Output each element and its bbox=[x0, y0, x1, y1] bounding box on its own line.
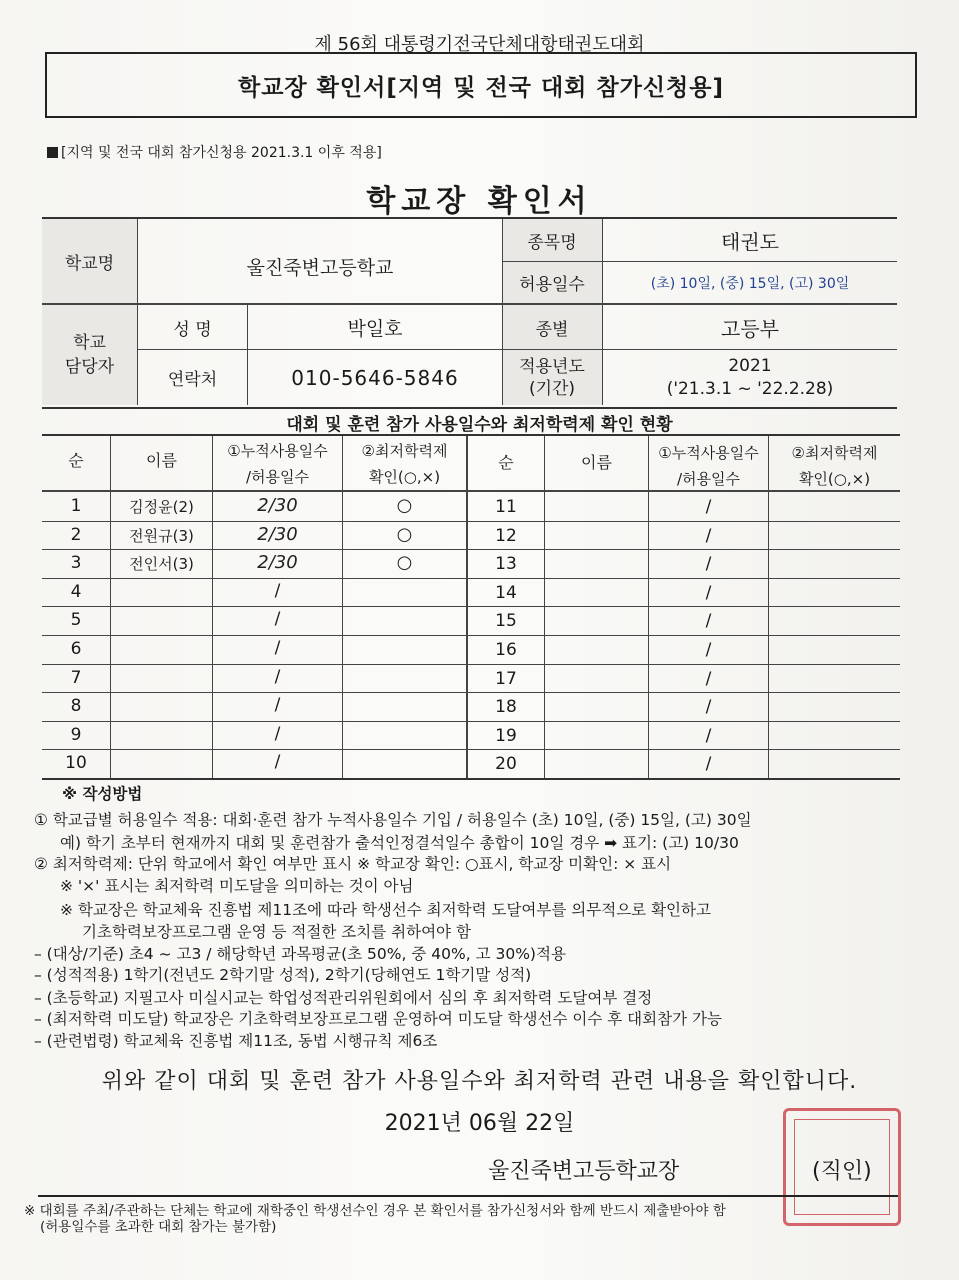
method-line: ※ '×' 표시는 최저학력 미도달을 의미하는 것이 아님 bbox=[60, 877, 414, 895]
row-divider bbox=[468, 578, 900, 579]
row-number: 9 bbox=[70, 724, 82, 745]
row-divider bbox=[468, 549, 900, 550]
method-line: ① 학교급별 허용일수 적용: 대회·훈련 참가 누적사용일수 기입 / 허용일수 (초) 10일, (중) 15일, (고) 30일 bbox=[34, 811, 752, 829]
row-number: 8 bbox=[70, 696, 82, 717]
used-days: 2/30 bbox=[257, 523, 298, 545]
row-number: 13 bbox=[495, 554, 517, 575]
header-name: 이름 bbox=[146, 451, 177, 470]
row-number: 11 bbox=[495, 497, 517, 517]
used-days: / bbox=[274, 752, 281, 773]
row-divider bbox=[42, 578, 466, 579]
competition-title: 제 56회 대통령기전국단체대항태권도대회 bbox=[314, 34, 645, 55]
academic-check: ○ bbox=[396, 552, 413, 574]
event-value: 태권도 bbox=[721, 229, 779, 254]
row-number: 1 bbox=[70, 496, 82, 516]
used-days: 2/30 bbox=[257, 495, 298, 516]
contact-label: 연락처 bbox=[167, 370, 218, 390]
row-number: 18 bbox=[495, 697, 517, 718]
row-number: 15 bbox=[495, 611, 517, 632]
header-academic-right: ②최저학력제 확인(○,×) bbox=[791, 444, 878, 488]
student-name: 전인서(3) bbox=[129, 555, 194, 574]
footer-note: ※ 대회를 주최/주관하는 단체는 학교에 재학중인 학생선수인 경우 본 확인서를 참가신청서와 함께 반드시 제출받아야 함 bbox=[24, 1203, 726, 1219]
apply-note bbox=[47, 142, 382, 162]
academic-check: ○ bbox=[396, 495, 413, 516]
event-label: 종목명 bbox=[527, 232, 577, 253]
used-days: / bbox=[705, 554, 712, 575]
header-days: ①누적사용일수 /허용일수 bbox=[227, 442, 328, 486]
roster-table bbox=[42, 434, 900, 780]
used-days: / bbox=[705, 611, 712, 632]
row-number: 19 bbox=[495, 725, 517, 746]
method-line: 기초학력보장프로그램 운영 등 적절한 조치를 취하여야 함 bbox=[82, 923, 471, 941]
principal-name: 울진죽변고등학교장 bbox=[488, 1159, 680, 1184]
allowed-days-label: 허용일수 bbox=[519, 275, 585, 295]
row-divider bbox=[42, 521, 466, 522]
row-number: 17 bbox=[495, 668, 517, 689]
row-number: 10 bbox=[65, 753, 87, 774]
division-label: 종별 bbox=[535, 319, 569, 340]
used-days: / bbox=[705, 725, 712, 746]
row-number: 5 bbox=[70, 610, 82, 631]
used-days: / bbox=[705, 668, 712, 689]
confirmation-statement: 위와 같이 대회 및 훈련 참가 사용일수와 최저학력 관련 내용을 확인합니다. bbox=[101, 1069, 858, 1094]
seal-label: (직인) bbox=[812, 1159, 872, 1184]
header-name-right: 이름 bbox=[581, 453, 612, 472]
manager-label: 학교 담당자 bbox=[64, 333, 115, 377]
school-label: 학교명 bbox=[64, 253, 115, 274]
row-divider bbox=[468, 521, 900, 522]
row-divider bbox=[42, 549, 466, 550]
box-title: 학교장 확인서[지역 및 전국 대회 참가신청용] bbox=[45, 52, 917, 118]
used-days: / bbox=[705, 582, 712, 603]
row-divider bbox=[468, 692, 900, 693]
method-line: – (최저학력 미도달) 학교장은 기초학력보장프로그램 운영하여 미도달 학생선수 이수 후 대회참가 가능 bbox=[34, 1010, 722, 1028]
school-value: 울진죽변고등학교 bbox=[246, 257, 394, 279]
row-divider bbox=[468, 606, 900, 607]
name-label: 성 명 bbox=[173, 319, 212, 340]
row-divider bbox=[468, 749, 900, 750]
used-days: / bbox=[274, 723, 281, 744]
used-days: / bbox=[274, 638, 281, 658]
header-no-right: 순 bbox=[498, 453, 514, 472]
student-name: 전원규(3) bbox=[129, 526, 194, 545]
roster-subtitle: 대회 및 훈련 참가 사용일수와 최저학력제 확인 현황 bbox=[286, 415, 673, 435]
row-number: 20 bbox=[495, 754, 517, 775]
academic-check: ○ bbox=[396, 523, 413, 545]
used-days: / bbox=[705, 754, 712, 775]
row-number: 3 bbox=[70, 553, 82, 574]
allowed-days-value: (초) 10일, (중) 15일, (고) 30일 bbox=[650, 275, 850, 292]
used-days: / bbox=[274, 609, 281, 630]
row-divider bbox=[42, 692, 466, 693]
name-value: 박일호 bbox=[347, 317, 403, 340]
header-academic: ②최저학력제 확인(○,×) bbox=[361, 442, 448, 486]
year-label: 적용년도 (기간) bbox=[519, 356, 585, 399]
used-days: / bbox=[705, 497, 712, 517]
row-divider bbox=[42, 664, 466, 665]
used-days: / bbox=[705, 640, 712, 660]
method-line: 예) 학기 초부터 현재까지 대회 및 훈련참가 출석인정결석일수 총합이 10일 경우 ➡ 표기: (고) 10/30 bbox=[60, 834, 739, 852]
row-divider bbox=[42, 749, 466, 750]
header-no: 순 bbox=[68, 451, 84, 470]
header-days-right: ①누적사용일수 /허용일수 bbox=[658, 444, 759, 488]
contact-value: 010-5646-5846 bbox=[291, 365, 459, 390]
row-number: 16 bbox=[495, 640, 517, 660]
certificate-title: 학교장 확인서 bbox=[366, 184, 593, 219]
row-number: 6 bbox=[70, 639, 82, 659]
row-divider bbox=[42, 721, 466, 722]
row-number: 12 bbox=[495, 525, 517, 546]
row-number: 2 bbox=[70, 524, 82, 545]
used-days: / bbox=[274, 580, 281, 601]
issue-date: 2021년 06월 22일 bbox=[384, 1111, 575, 1136]
black-square-icon bbox=[47, 147, 58, 158]
used-days: / bbox=[274, 666, 281, 687]
info-table bbox=[42, 217, 897, 409]
row-number: 14 bbox=[495, 582, 517, 603]
year-period: ('21.3.1 ~ '22.2.28) bbox=[666, 379, 834, 399]
footer-rule bbox=[38, 1195, 898, 1197]
apply-note-text: [지역 및 전국 대회 참가신청용 2021.3.1 이후 적용] bbox=[61, 145, 382, 161]
row-divider bbox=[468, 664, 900, 665]
used-days: / bbox=[705, 697, 712, 718]
student-name: 김정윤(2) bbox=[129, 498, 194, 516]
used-days: / bbox=[274, 695, 281, 716]
year-value: 2021 bbox=[728, 356, 772, 376]
method-heading: ※ 작성방법 bbox=[62, 785, 143, 803]
method-line: ② 최저학력제: 단위 학교에서 확인 여부만 표시 ※ 학교장 확인: ○표시, 학교장 미확인: × 표시 bbox=[34, 855, 672, 873]
footer-note-sub: (허용일수를 초과한 대회 참가는 불가함) bbox=[40, 1219, 277, 1235]
used-days: / bbox=[705, 525, 712, 546]
method-line: – (대상/기준) 초4 ~ 고3 / 해당학년 과목평균(초 50%, 중 40%, 고 30%)적용 bbox=[34, 945, 566, 963]
division-value: 고등부 bbox=[721, 316, 779, 341]
row-divider bbox=[42, 606, 466, 607]
row-divider bbox=[468, 635, 900, 636]
row-divider bbox=[42, 635, 466, 636]
row-number: 4 bbox=[70, 581, 82, 602]
used-days: 2/30 bbox=[257, 552, 298, 574]
row-divider bbox=[468, 721, 900, 722]
method-line: – (성적적용) 1학기(전년도 2학기말 성적), 2학기(당해연도 1학기말 성적) bbox=[34, 966, 532, 984]
row-number: 7 bbox=[70, 667, 82, 688]
method-line: ※ 학교장은 학교체육 진흥법 제11조에 따라 학생선수 최저학력 도달여부를 의무적으로 확인하고 bbox=[60, 901, 711, 919]
method-line: – (초등학교) 지필고사 미실시교는 학업성적관리위원회에서 심의 후 최저학력 도달여부 결정 bbox=[34, 989, 653, 1007]
method-line: – (관련법령) 학교체육 진흥법 제11조, 동법 시행규칙 제6조 bbox=[34, 1032, 438, 1050]
